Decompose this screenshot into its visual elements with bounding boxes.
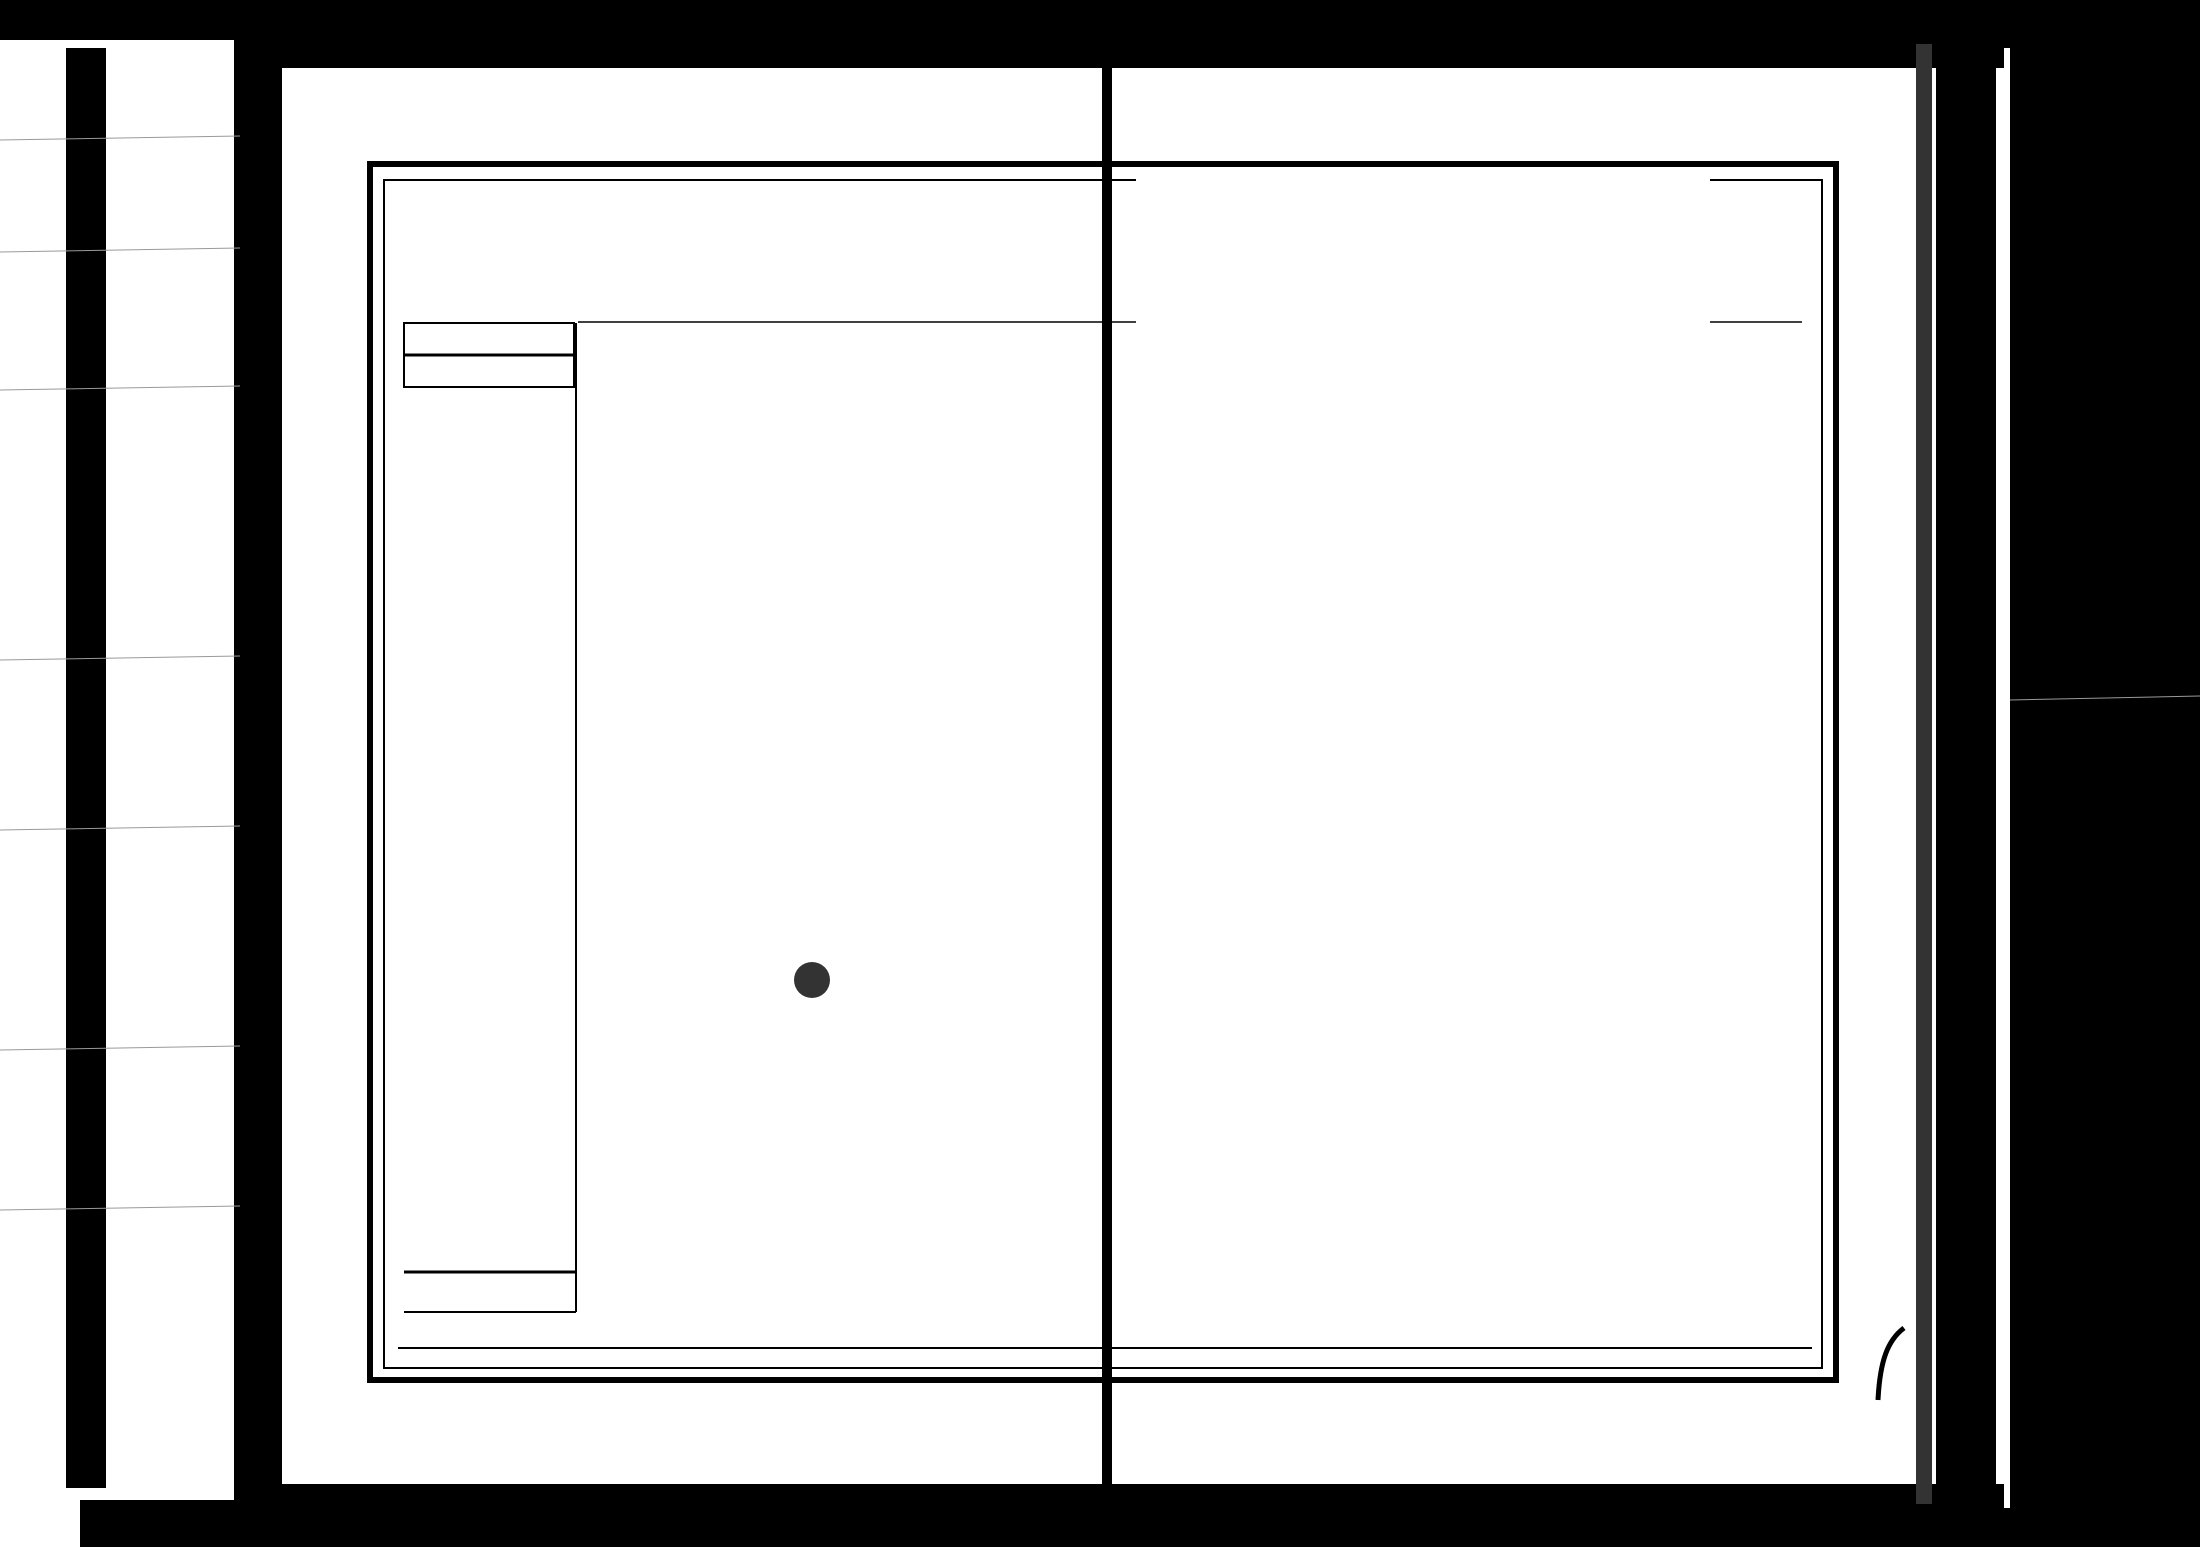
page <box>240 48 2010 1508</box>
film-edge-top <box>0 0 2200 40</box>
book-gutter <box>1102 40 1112 1510</box>
film-edge-left <box>66 48 106 1488</box>
ink-stain <box>794 962 830 998</box>
paper-note <box>1136 176 1710 546</box>
page-edge-left <box>234 60 274 1500</box>
page-edge-top <box>234 40 2004 68</box>
page-edge-bottom <box>234 1484 2004 1510</box>
page-edge-right <box>1936 44 1996 1504</box>
